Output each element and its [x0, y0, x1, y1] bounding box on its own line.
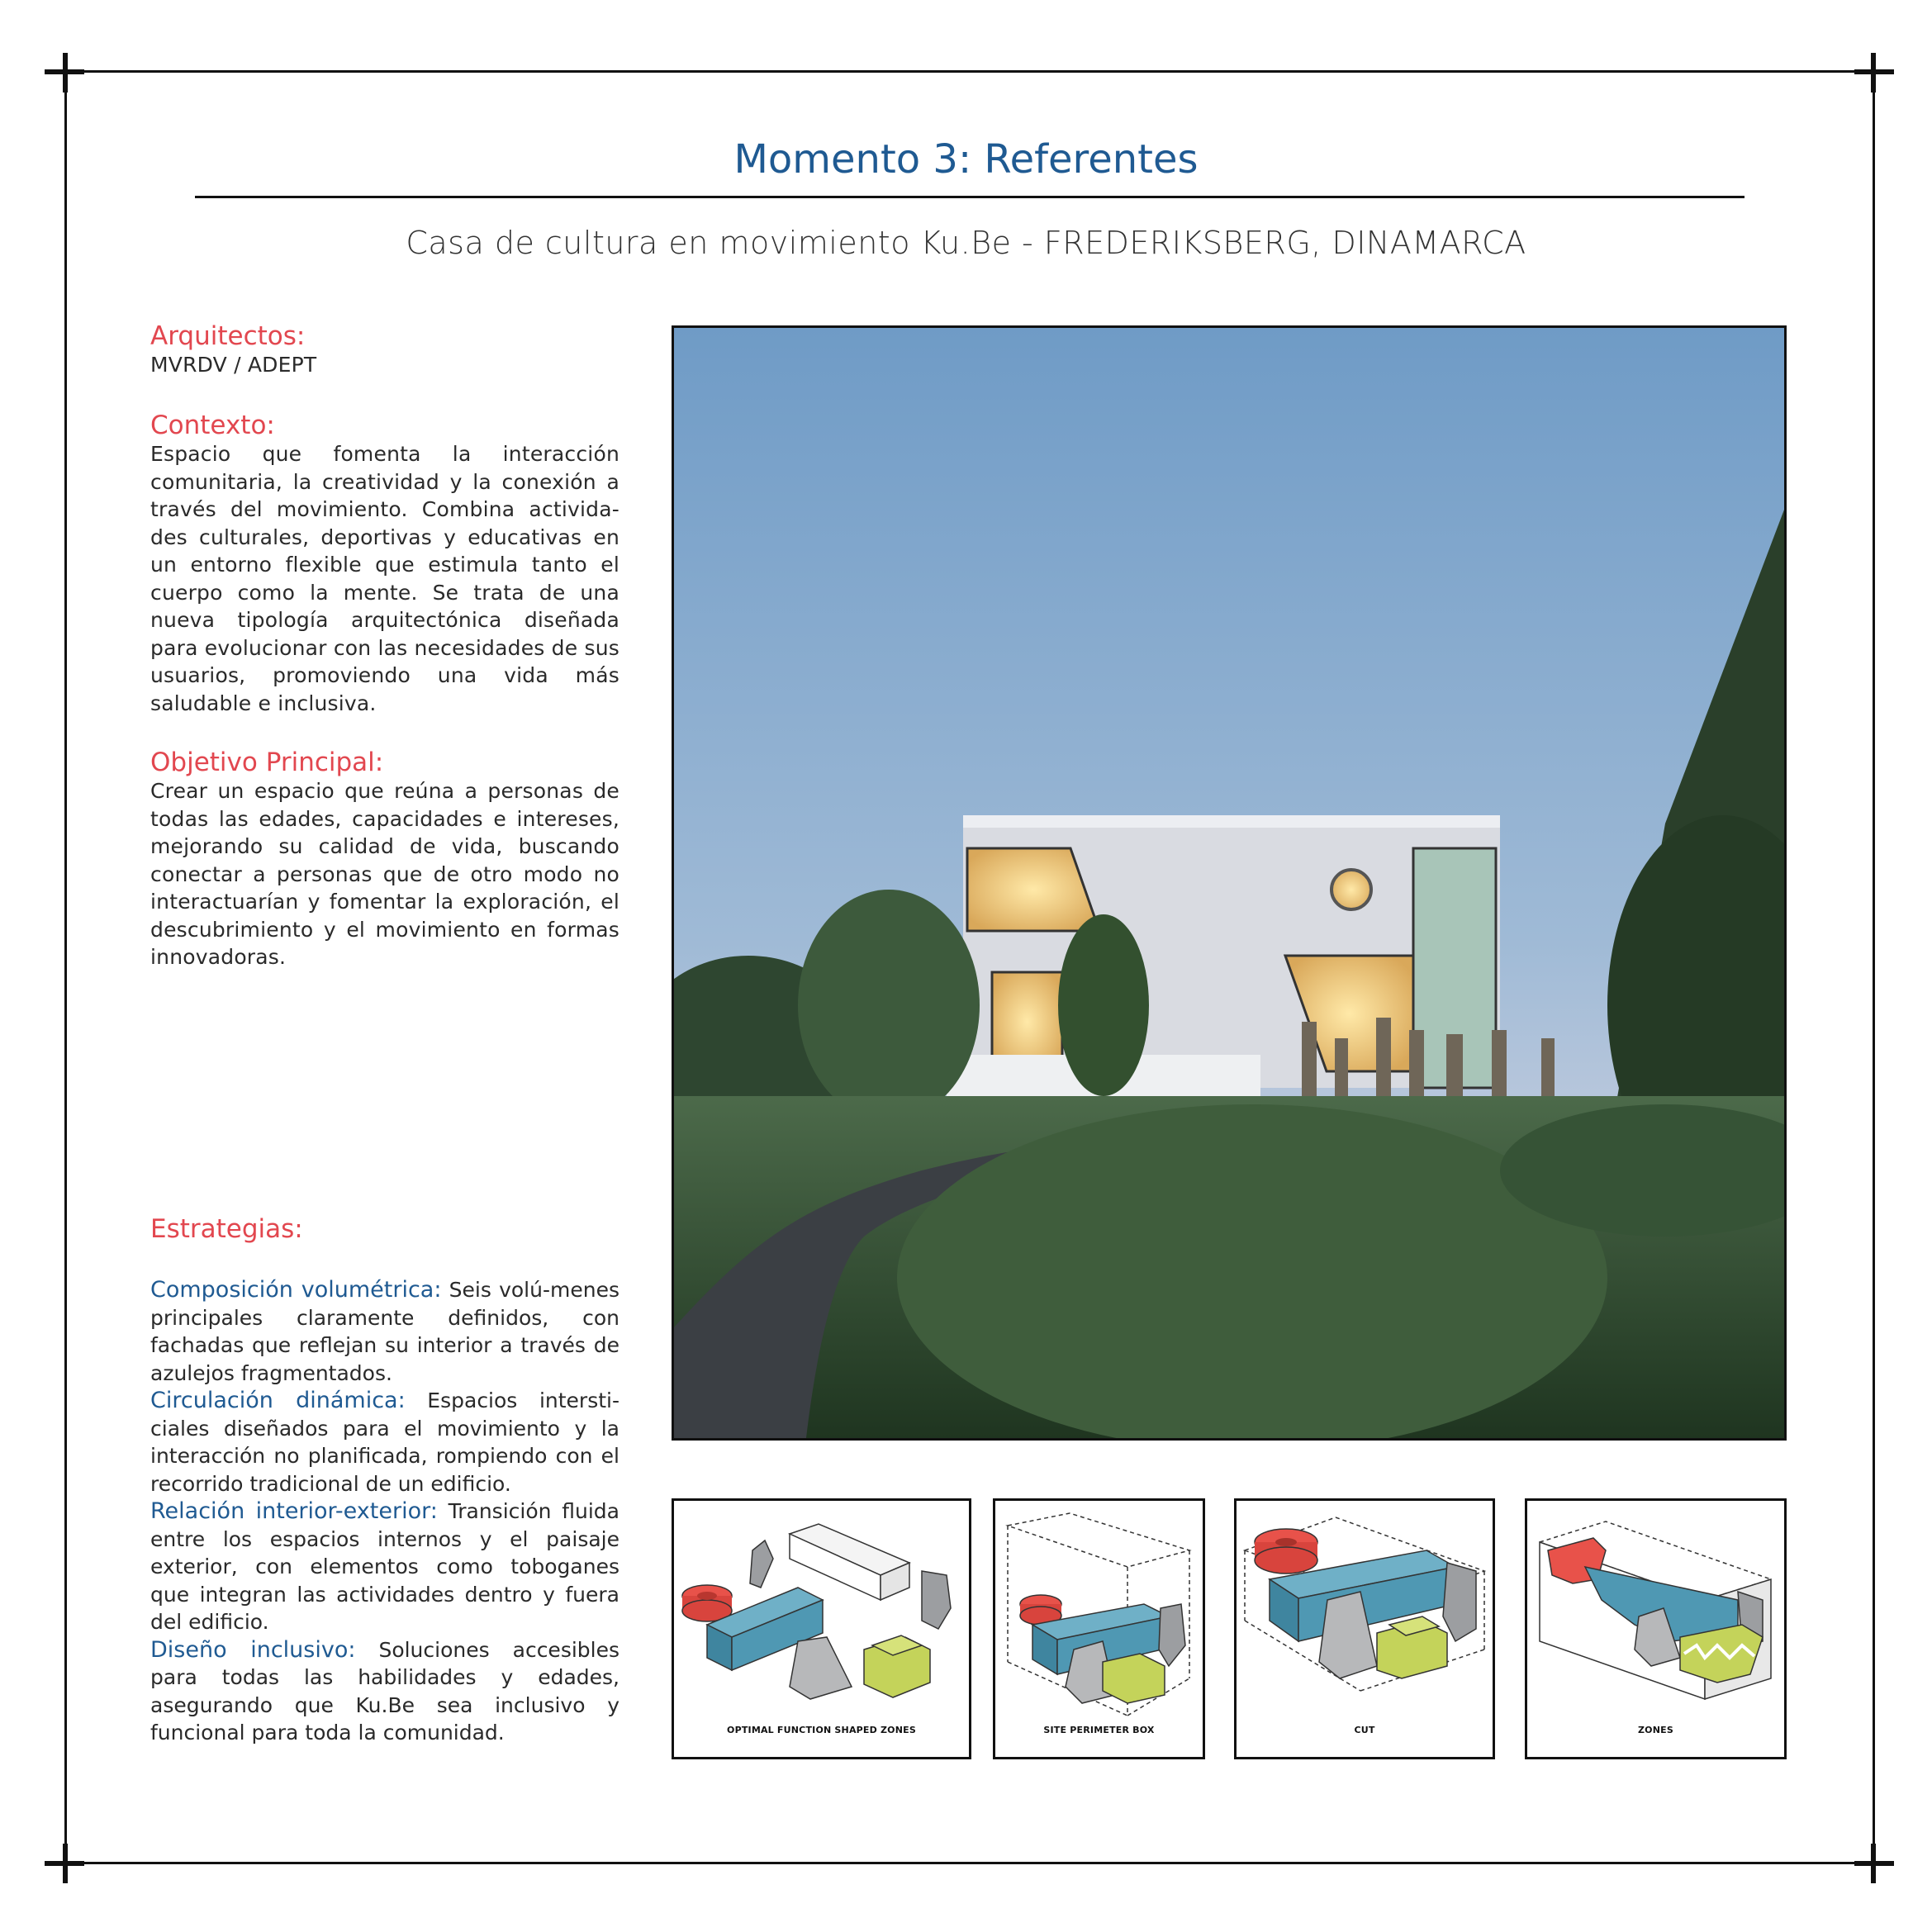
diagram-caption: CUT	[1354, 1725, 1375, 1735]
page-subtitle: Casa de cultura en movimiento Ku.Be - FREDERIKSBERG, DINAMARCA	[406, 225, 1526, 261]
diagram-caption: SITE PERIMETER BOX	[1043, 1725, 1155, 1735]
strategy-text: Seis volú-menes principales claramente definidos, con fachadas que reflejan su interior a través de azulejos fragmentados.	[150, 1278, 619, 1385]
page-title: Momento 3: Referentes	[733, 136, 1199, 183]
frame-top-line	[64, 70, 1875, 73]
strategy-title: Circulación dinámica:	[150, 1388, 406, 1413]
context-section	[150, 411, 619, 717]
corner-cross-bl-v	[63, 1844, 68, 1883]
corner-cross-tl-v	[63, 53, 68, 93]
building-photo-art	[674, 328, 1784, 1438]
frame-left-line	[64, 70, 67, 1864]
building-photo	[672, 325, 1787, 1441]
strategies-list	[150, 1276, 619, 1747]
strategy-title: Composición volumétrica:	[150, 1277, 442, 1303]
strategies-heading: Estrategias:	[150, 1214, 303, 1244]
objective-section	[150, 748, 619, 971]
frame-bottom-line	[64, 1862, 1875, 1864]
strategy-title: Relación interior-exterior:	[150, 1498, 438, 1524]
diagram-caption: OPTIMAL FUNCTION SHAPED ZONES	[727, 1725, 916, 1735]
architects-section	[150, 321, 619, 379]
strategy-text: Soluciones accesibles para todas las habilidades y edades, asegurando que Ku.Be sea inclusivo y funcional para toda la comunidad.	[150, 1637, 620, 1744]
diagram-cut	[1234, 1498, 1495, 1759]
architects-text: MVRDV / ADEPT	[150, 353, 317, 377]
title-divider	[195, 196, 1744, 198]
diagram-zones-art	[1527, 1501, 1784, 1757]
strategy-item	[150, 1387, 619, 1498]
objective-text: Crear un espacio que reúna a personas de todas las edades, capacidades e intereses, mejorando su calidad de vida, buscando conectar a personas que de otro modo no interactuarían y fomentar la exploración, el descubrimiento y el movimiento en formas innovadoras.	[150, 779, 619, 969]
diagram-optimal-zones	[672, 1498, 971, 1759]
diagram-zones	[1525, 1498, 1787, 1759]
diagram-caption: ZONES	[1638, 1725, 1673, 1735]
frame-right-line	[1873, 70, 1875, 1864]
diagram-site-perimeter-art	[995, 1501, 1203, 1757]
strategy-title: Diseño inclusivo:	[150, 1636, 356, 1663]
context-heading: Contexto:	[150, 411, 275, 440]
strategy-item	[150, 1498, 619, 1636]
strategy-text: Transición fluida entre los espacios internos y el paisaje exterior, con elementos como toboganes que integran las actividades dentro y fuera del edificio.	[150, 1499, 619, 1634]
objective-heading: Objetivo Principal:	[150, 748, 384, 777]
diagram-cut-art	[1237, 1501, 1493, 1757]
architects-heading: Arquitectos:	[150, 321, 306, 351]
strategy-item	[150, 1276, 619, 1387]
diagram-optimal-zones-art	[674, 1501, 969, 1757]
strategy-text: Espacios intersti-ciales diseñados para el movimiento y la interacción no planificada, rompiendo con el recorrido tradicional de un edificio.	[150, 1388, 619, 1496]
strategies-heading-block	[150, 1214, 619, 1244]
diagram-site-perimeter	[993, 1498, 1205, 1759]
corner-cross-tr-v	[1871, 53, 1876, 93]
corner-cross-br-v	[1871, 1844, 1876, 1883]
context-text: Espacio que fomenta la interacción comunitaria, la creatividad y la conexión a través del movimiento. Combina activida-des culturales, deportivas y educativas en un entorno flexible que estimula tanto el cuerpo como la mente. Se trata de una nueva tipología arquitectónica diseñada para evolucionar con las necesidades de sus usuarios, promoviendo una vida más saludable e inclusiva.	[150, 442, 619, 715]
strategy-item	[150, 1636, 619, 1747]
